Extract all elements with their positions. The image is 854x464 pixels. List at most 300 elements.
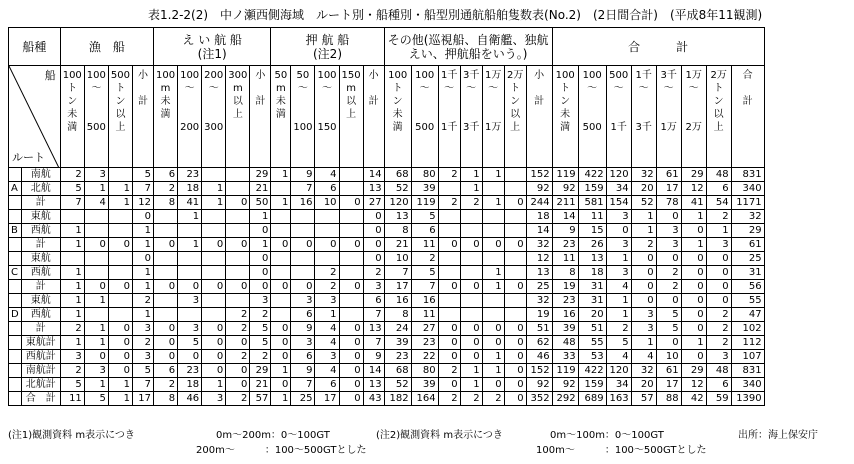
- note-1-range-a: 0m〜200m：0〜100GT: [216, 430, 330, 441]
- value-cell: 10: [384, 252, 411, 266]
- value-cell: 12: [526, 252, 552, 266]
- route-label-cell: 北航計: [21, 378, 60, 392]
- value-cell: 0: [504, 392, 526, 406]
- route-group-cell: [9, 252, 22, 266]
- value-cell: 23: [411, 336, 438, 350]
- value-cell: 11: [411, 238, 438, 252]
- value-cell: 0: [108, 280, 132, 294]
- value-cell: 2: [706, 210, 731, 224]
- value-cell: 0: [84, 280, 108, 294]
- value-cell: 34: [606, 182, 631, 196]
- route-group-cell: [9, 392, 22, 406]
- value-cell: [271, 252, 291, 266]
- value-cell: 1: [482, 350, 504, 364]
- value-cell: [60, 252, 84, 266]
- value-cell: [460, 224, 482, 238]
- value-cell: [438, 266, 460, 280]
- value-cell: 107: [731, 350, 764, 364]
- value-cell: [178, 308, 202, 322]
- value-cell: 0: [460, 322, 482, 336]
- table-row: [9, 378, 765, 392]
- value-cell: 1: [271, 168, 291, 182]
- value-cell: 21: [250, 378, 271, 392]
- value-cell: 80: [411, 364, 438, 378]
- value-cell: 1: [681, 238, 706, 252]
- value-cell: 1: [250, 210, 271, 224]
- value-cell: 2: [438, 168, 460, 182]
- column-header: 小 計: [132, 66, 153, 168]
- value-cell: [271, 308, 291, 322]
- value-cell: 92: [526, 378, 552, 392]
- value-cell: 2: [60, 322, 84, 336]
- column-header: 2万 ト ン 以 上: [504, 66, 526, 168]
- value-cell: 0: [460, 336, 482, 350]
- value-cell: 0: [681, 322, 706, 336]
- value-cell: 31: [731, 266, 764, 280]
- value-cell: 59: [706, 392, 731, 406]
- value-cell: 9: [291, 322, 315, 336]
- value-cell: 0: [271, 336, 291, 350]
- value-cell: 46: [178, 392, 202, 406]
- value-cell: 18: [178, 182, 202, 196]
- value-cell: 3: [363, 280, 384, 294]
- value-cell: 0: [631, 252, 656, 266]
- value-cell: 80: [411, 168, 438, 182]
- value-cell: [226, 168, 250, 182]
- value-cell: 0: [132, 210, 153, 224]
- value-cell: 68: [384, 168, 411, 182]
- value-cell: 7: [384, 266, 411, 280]
- value-cell: 2: [460, 196, 482, 210]
- value-cell: 0: [504, 378, 526, 392]
- value-cell: 34: [606, 378, 631, 392]
- value-cell: [438, 182, 460, 196]
- value-cell: [315, 210, 339, 224]
- value-cell: 32: [731, 210, 764, 224]
- value-cell: 17: [315, 392, 339, 406]
- value-cell: [291, 252, 315, 266]
- value-cell: 0: [291, 238, 315, 252]
- value-cell: 5: [132, 168, 153, 182]
- value-cell: 163: [606, 392, 631, 406]
- value-cell: 29: [731, 224, 764, 238]
- value-cell: 13: [363, 378, 384, 392]
- value-cell: 0: [706, 266, 731, 280]
- value-cell: [226, 266, 250, 280]
- value-cell: 4: [631, 350, 656, 364]
- value-cell: 0: [226, 196, 250, 210]
- value-cell: 4: [606, 280, 631, 294]
- column-header: 500 〜 1千: [606, 66, 631, 168]
- value-cell: [108, 224, 132, 238]
- route-group-cell: [9, 280, 22, 294]
- value-cell: [339, 266, 363, 280]
- value-cell: 0: [315, 238, 339, 252]
- route-group-cell: [9, 196, 22, 210]
- value-cell: 23: [552, 294, 578, 308]
- value-cell: 0: [84, 350, 108, 364]
- group-header-fishing: 漁 船: [60, 28, 153, 66]
- route-group-cell: [9, 168, 22, 182]
- route-label-cell: 東航: [21, 294, 60, 308]
- value-cell: 13: [363, 322, 384, 336]
- value-cell: 1: [108, 378, 132, 392]
- value-cell: 12: [681, 378, 706, 392]
- value-cell: 32: [526, 294, 552, 308]
- value-cell: 164: [411, 392, 438, 406]
- value-cell: [153, 294, 177, 308]
- column-header: 1千 〜 3千: [631, 66, 656, 168]
- route-group-cell: [9, 336, 22, 350]
- column-header: 3千 〜 3千: [460, 66, 482, 168]
- value-cell: 8: [384, 308, 411, 322]
- value-cell: [438, 210, 460, 224]
- value-cell: 5: [60, 378, 84, 392]
- value-cell: 1: [202, 378, 226, 392]
- value-cell: [482, 294, 504, 308]
- value-cell: 6: [153, 168, 177, 182]
- value-cell: 0: [504, 336, 526, 350]
- value-cell: 3: [132, 322, 153, 336]
- value-cell: 1: [681, 210, 706, 224]
- route-label-cell: 西航: [21, 224, 60, 238]
- value-cell: 31: [578, 280, 606, 294]
- value-cell: 0: [271, 350, 291, 364]
- table-row: [9, 224, 765, 238]
- value-cell: 29: [681, 168, 706, 182]
- table-row: [9, 238, 765, 252]
- value-cell: 52: [384, 182, 411, 196]
- value-cell: [271, 294, 291, 308]
- value-cell: 112: [731, 336, 764, 350]
- value-cell: 3: [656, 224, 681, 238]
- value-cell: 0: [271, 322, 291, 336]
- value-cell: 0: [202, 322, 226, 336]
- value-cell: 11: [552, 252, 578, 266]
- value-cell: 23: [178, 364, 202, 378]
- value-cell: 0: [202, 350, 226, 364]
- value-cell: 0: [226, 336, 250, 350]
- route-group-cell: [9, 378, 22, 392]
- value-cell: 340: [731, 378, 764, 392]
- value-cell: 57: [631, 392, 656, 406]
- value-cell: 2: [226, 322, 250, 336]
- value-cell: [108, 210, 132, 224]
- value-cell: 0: [631, 266, 656, 280]
- value-cell: [226, 294, 250, 308]
- value-cell: 54: [706, 196, 731, 210]
- value-cell: 1: [271, 364, 291, 378]
- value-cell: 32: [631, 168, 656, 182]
- value-cell: 0: [339, 364, 363, 378]
- value-cell: 0: [438, 280, 460, 294]
- value-cell: 0: [504, 364, 526, 378]
- value-cell: 0: [438, 350, 460, 364]
- value-cell: [315, 252, 339, 266]
- column-header: 100 ト ン 未 満: [384, 66, 411, 168]
- value-cell: 5: [250, 322, 271, 336]
- table-row: [9, 294, 765, 308]
- value-cell: 0: [108, 364, 132, 378]
- value-cell: 0: [656, 294, 681, 308]
- value-cell: 2: [250, 308, 271, 322]
- value-cell: 13: [578, 252, 606, 266]
- value-cell: 43: [363, 392, 384, 406]
- value-cell: 1: [250, 238, 271, 252]
- value-cell: 2: [226, 308, 250, 322]
- route-group-cell: C: [9, 266, 22, 280]
- value-cell: [202, 210, 226, 224]
- value-cell: 6: [291, 350, 315, 364]
- value-cell: 0: [681, 266, 706, 280]
- value-cell: 244: [526, 196, 552, 210]
- value-cell: [226, 252, 250, 266]
- value-cell: 9: [552, 224, 578, 238]
- value-cell: 3: [84, 364, 108, 378]
- column-header: 50 〜 100: [291, 66, 315, 168]
- value-cell: 5: [411, 210, 438, 224]
- value-cell: 22: [411, 350, 438, 364]
- value-cell: [438, 252, 460, 266]
- column-header: 500 ト ン 以 上: [108, 66, 132, 168]
- value-cell: 1: [84, 294, 108, 308]
- value-cell: 1: [132, 238, 153, 252]
- value-cell: 0: [202, 364, 226, 378]
- column-header: 100 〜 500: [84, 66, 108, 168]
- value-cell: 0: [291, 280, 315, 294]
- value-cell: 182: [384, 392, 411, 406]
- value-cell: [482, 210, 504, 224]
- value-cell: 2: [60, 364, 84, 378]
- value-cell: 152: [526, 168, 552, 182]
- value-cell: 159: [578, 182, 606, 196]
- value-cell: 3: [60, 350, 84, 364]
- value-cell: 2: [438, 364, 460, 378]
- column-header: 100 m 未 満: [153, 66, 177, 168]
- value-cell: [339, 294, 363, 308]
- value-cell: 16: [411, 294, 438, 308]
- value-cell: [460, 210, 482, 224]
- value-cell: 1: [460, 168, 482, 182]
- table-row: [9, 168, 765, 182]
- value-cell: 0: [153, 336, 177, 350]
- value-cell: 1: [60, 238, 84, 252]
- value-cell: 1: [482, 364, 504, 378]
- value-cell: [178, 252, 202, 266]
- value-cell: 0: [681, 252, 706, 266]
- value-cell: 48: [706, 364, 731, 378]
- value-cell: 1: [202, 196, 226, 210]
- value-cell: 0: [178, 350, 202, 364]
- value-cell: 422: [578, 364, 606, 378]
- value-cell: [84, 224, 108, 238]
- value-cell: 0: [482, 336, 504, 350]
- corner-route-label: ルート: [12, 151, 45, 164]
- value-cell: 13: [526, 266, 552, 280]
- value-cell: 33: [552, 350, 578, 364]
- route-label-cell: 合 計: [21, 392, 60, 406]
- value-cell: 3: [315, 350, 339, 364]
- value-cell: 1171: [731, 196, 764, 210]
- value-cell: 1: [132, 224, 153, 238]
- value-cell: 2: [706, 336, 731, 350]
- value-cell: 18: [178, 378, 202, 392]
- value-cell: 17: [132, 392, 153, 406]
- value-cell: 17: [656, 378, 681, 392]
- value-cell: 18: [526, 210, 552, 224]
- value-cell: 1: [315, 308, 339, 322]
- value-cell: 23: [178, 168, 202, 182]
- value-cell: 0: [108, 350, 132, 364]
- value-cell: 3: [132, 350, 153, 364]
- value-cell: 50: [250, 196, 271, 210]
- value-cell: 92: [552, 182, 578, 196]
- column-header: 100 〜 500: [411, 66, 438, 168]
- value-cell: 2: [460, 392, 482, 406]
- value-cell: 0: [504, 196, 526, 210]
- value-cell: 32: [631, 364, 656, 378]
- value-cell: 119: [552, 168, 578, 182]
- note-2-range-a: 0m〜100m：0〜100GT: [550, 430, 664, 441]
- value-cell: 20: [578, 308, 606, 322]
- value-cell: 0: [606, 224, 631, 238]
- value-cell: 3: [631, 322, 656, 336]
- column-header: 100 ト ン 未 満: [552, 66, 578, 168]
- value-cell: 0: [681, 294, 706, 308]
- value-cell: [226, 182, 250, 196]
- route-group-cell: [9, 294, 22, 308]
- value-cell: 0: [656, 336, 681, 350]
- value-cell: 3: [606, 210, 631, 224]
- value-cell: 1: [132, 280, 153, 294]
- value-cell: 2: [315, 280, 339, 294]
- value-cell: 52: [384, 378, 411, 392]
- value-cell: 92: [526, 182, 552, 196]
- value-cell: 3: [178, 294, 202, 308]
- value-cell: [153, 252, 177, 266]
- value-cell: 831: [731, 364, 764, 378]
- route-label-cell: 西航: [21, 308, 60, 322]
- value-cell: [339, 252, 363, 266]
- value-cell: 2: [438, 392, 460, 406]
- value-cell: 25: [291, 392, 315, 406]
- value-cell: 2: [153, 182, 177, 196]
- value-cell: 7: [291, 182, 315, 196]
- route-label-cell: 計: [21, 196, 60, 210]
- value-cell: 18: [578, 266, 606, 280]
- value-cell: 0: [460, 280, 482, 294]
- value-cell: [460, 252, 482, 266]
- value-cell: 6: [315, 182, 339, 196]
- value-cell: 6: [706, 378, 731, 392]
- value-cell: 14: [552, 210, 578, 224]
- value-cell: 14: [363, 364, 384, 378]
- column-header: 1万 〜 2万: [681, 66, 706, 168]
- value-cell: 23: [384, 350, 411, 364]
- value-cell: 0: [656, 210, 681, 224]
- value-cell: 5: [132, 364, 153, 378]
- column-header: 100 ト ン 未 満: [60, 66, 84, 168]
- value-cell: [339, 224, 363, 238]
- route-group-cell: [9, 364, 22, 378]
- value-cell: 0: [132, 252, 153, 266]
- note-2-range-b: 100m〜 ：100〜500GTとした: [536, 445, 707, 456]
- table-row: [9, 392, 765, 406]
- value-cell: [460, 294, 482, 308]
- value-cell: 1: [60, 224, 84, 238]
- column-header: 150 m 以 上: [339, 66, 363, 168]
- value-cell: 11: [411, 308, 438, 322]
- value-cell: 39: [411, 182, 438, 196]
- value-cell: 0: [504, 350, 526, 364]
- value-cell: 88: [656, 392, 681, 406]
- value-cell: 2: [363, 266, 384, 280]
- value-cell: 16: [291, 196, 315, 210]
- route-label-cell: 計: [21, 238, 60, 252]
- value-cell: 53: [578, 350, 606, 364]
- value-cell: 1: [60, 266, 84, 280]
- value-cell: 4: [84, 196, 108, 210]
- column-header: 3千 〜 1万: [656, 66, 681, 168]
- value-cell: [108, 308, 132, 322]
- value-cell: 29: [681, 364, 706, 378]
- value-cell: 1: [460, 378, 482, 392]
- value-cell: 51: [578, 322, 606, 336]
- value-cell: [108, 252, 132, 266]
- value-cell: 3: [631, 308, 656, 322]
- value-cell: 12: [681, 182, 706, 196]
- table-row: [9, 280, 765, 294]
- value-cell: 422: [578, 168, 606, 182]
- route-group-cell: [9, 350, 22, 364]
- value-cell: 7: [60, 196, 84, 210]
- value-cell: 352: [526, 392, 552, 406]
- value-cell: 20: [631, 378, 656, 392]
- value-cell: 68: [384, 364, 411, 378]
- value-cell: 0: [250, 266, 271, 280]
- value-cell: 0: [363, 224, 384, 238]
- value-cell: 21: [250, 182, 271, 196]
- value-cell: [291, 210, 315, 224]
- column-header: 50 m 未 満: [271, 66, 291, 168]
- value-cell: 0: [108, 336, 132, 350]
- value-cell: 0: [706, 280, 731, 294]
- value-cell: 61: [731, 238, 764, 252]
- value-cell: [482, 182, 504, 196]
- value-cell: 25: [731, 252, 764, 266]
- value-cell: 5: [606, 336, 631, 350]
- value-cell: [315, 224, 339, 238]
- value-cell: 32: [526, 238, 552, 252]
- value-cell: 0: [339, 322, 363, 336]
- note-1-range-b: 200m〜 ：100〜500GTとした: [196, 445, 367, 456]
- value-cell: [504, 210, 526, 224]
- value-cell: 21: [384, 238, 411, 252]
- value-cell: [153, 308, 177, 322]
- value-cell: 1: [482, 266, 504, 280]
- value-cell: 1: [84, 378, 108, 392]
- value-cell: [271, 224, 291, 238]
- corner-ship-label: 船: [44, 69, 56, 82]
- value-cell: 0: [84, 238, 108, 252]
- value-cell: 292: [552, 392, 578, 406]
- route-label-cell: 南航: [21, 168, 60, 182]
- value-cell: 211: [552, 196, 578, 210]
- value-cell: 2: [315, 266, 339, 280]
- value-cell: [504, 168, 526, 182]
- value-cell: [202, 308, 226, 322]
- value-cell: 0: [482, 238, 504, 252]
